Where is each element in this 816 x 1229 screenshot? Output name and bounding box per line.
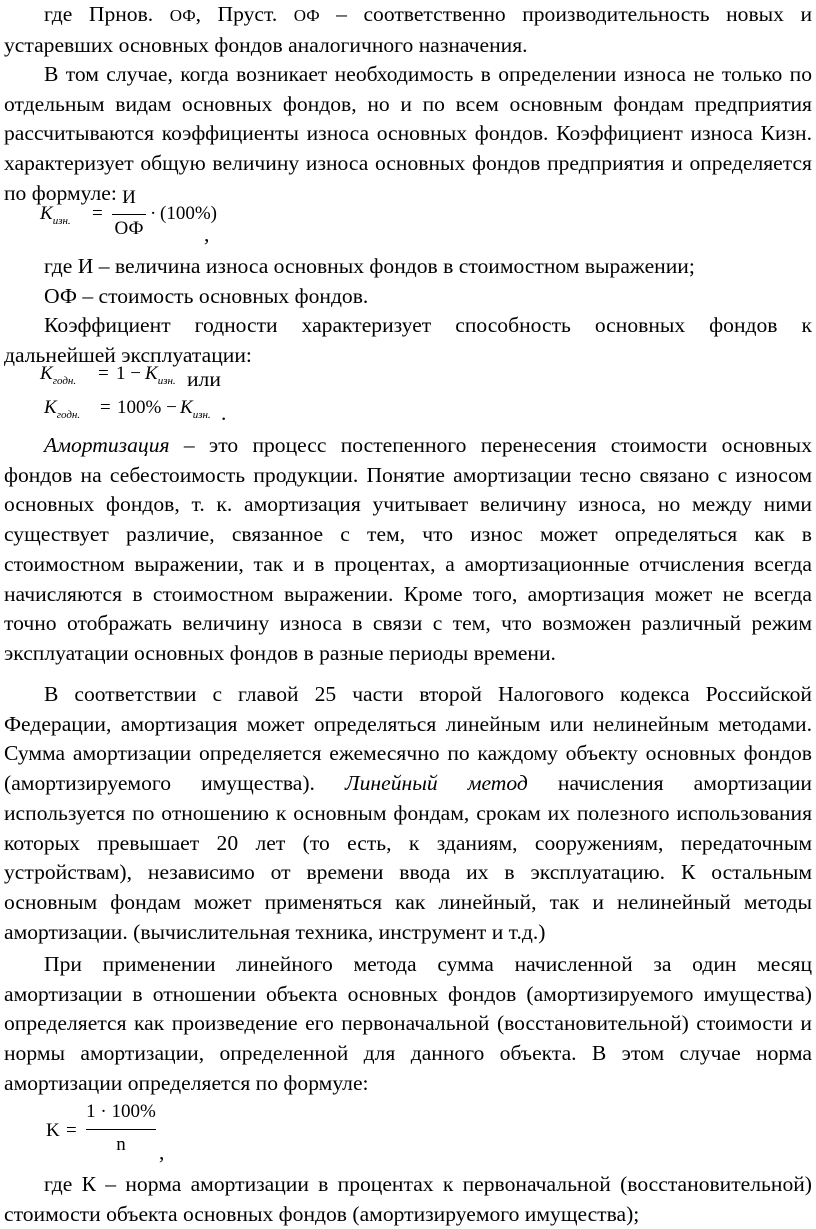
formula-k-wear (40, 203, 71, 225)
var-k: K (40, 363, 53, 384)
formula3-rhs: 100% − (117, 397, 177, 418)
var-k: K (180, 397, 193, 418)
formula3-k-wear (180, 397, 211, 419)
text-definition: – соответственно производительность новых и устаревших основных фондов аналогичного назначения. (4, 2, 812, 57)
formula2-k-wear (145, 363, 176, 385)
fraction-bar (112, 214, 146, 215)
sub-fitness: годн. (56, 409, 81, 421)
text-linear-method: начисления амортизации используется по отношению к основным фондам, срокам их полезного использования которых превышает 20 лет (то есть, к зданиям, сооружениям, передаточным устройствам), независимо от времени ввода их в эксплуатацию. К остальным основным фондам может применяться как линейный, так и нелинейный методы амортизации. (вычислительная техника, инструмент и т.д.) (4, 771, 812, 944)
equals-sign: = (92, 203, 103, 224)
fraction-numerator: 1 · 100% (86, 1101, 156, 1122)
text-or: или (187, 367, 221, 391)
text-wear-desc: характеризует общую величину износа основных фондов предприятия и определяется по формуле: (4, 151, 812, 205)
formula-percent: (100%) (160, 203, 217, 224)
var-k: K (145, 363, 158, 384)
var-k: K (44, 397, 57, 418)
paragraph-k-definition: где К – норма амортизации в процентах к первоначальной (восстановительной) стоимости объекта основных фондов (амортизируемого имущества); (4, 1172, 812, 1226)
var-k: K (40, 203, 53, 224)
paragraph-amortization (4, 431, 812, 669)
formula-period: . (221, 401, 227, 425)
sub-wear: изн. (192, 409, 211, 421)
formula2-rhs: 1 − (116, 363, 141, 384)
fraction-bar (86, 1129, 156, 1130)
paragraph-of-definition: ОФ – стоимость основных фондов. (44, 284, 369, 308)
formula-comma: , (159, 1140, 165, 1164)
equals-sign: = (66, 1120, 77, 1141)
paragraph-tax-code (4, 680, 812, 947)
equals-sign: = (98, 363, 109, 384)
symbol-of-new: ОФ (169, 6, 196, 25)
symbol-of-old: ОФ (293, 6, 320, 25)
symbol-pr-old: Пруст. (217, 2, 278, 26)
comma: , (195, 2, 202, 26)
sub-wear: изн. (157, 375, 176, 387)
paragraph-i-definition: где И – величина износа основных фондов в стоимостном выражении; (44, 254, 695, 278)
sub-fitness: годн. (52, 375, 77, 387)
sub-wear: изн. (52, 215, 71, 227)
var-k: K (46, 1120, 60, 1141)
formula-comma: , (204, 222, 210, 246)
text-wear-intro: В том случае, когда возникает необходимость в определении износа не только по отдельным видам основных фондов, но и по всем основным фондам предприятия рассчитываются коэффициенты износа основных фондов. Коэффициент износа (4, 62, 812, 146)
text-amortization: – это процесс постепенного перенесения стоимости основных фондов на себестоимость продукции. Понятие амортизации тесно связано с износом основных фондов, т. к. амортизация учитывает величину износа, но между ними существует различие, связанное с тем, что износ может определяться как в стоимостном выражении, так и в процентах, а амортизационные отчисления всегда начисляются в стоимостном выражении. Кроме того, амортизация может не всегда точно отображать величину износа в связи с тем, что возможен различный режим эксплуатации основных фондов в разные периоды времени. (4, 433, 812, 665)
text-where: где (44, 2, 73, 26)
fraction-denominator: ОФ (114, 218, 144, 239)
formula2-k-fitness (40, 363, 76, 385)
term-linear-method: Линейный метод (345, 771, 528, 796)
symbol-k-wear: Кизн. (760, 121, 812, 146)
equals-sign: = (100, 397, 111, 418)
term-amortization: Амортизация (44, 433, 170, 457)
formula3-k-fitness (44, 397, 80, 419)
paragraph-fitness-coefficient: Коэффициент годности характеризует способность основных фондов к дальнейшей эксплуатации: (4, 313, 812, 367)
fraction-denominator: n (116, 1134, 126, 1155)
paragraph-linear-calculation: При применении линейного метода сумма начисленной за один месяц амортизации в отношении объекта основных фондов (амортизируемого имущества) определяется как произведение его первоначальной (восстановительной) стоимости и нормы амортизации, определенной для данного объекта. В этом случае норма амортизации определяется по формуле: (4, 952, 812, 1095)
fraction-numerator: И (122, 187, 136, 208)
text-tax-code-intro: В соответствии с главой 25 части второй Налогового кодекса Российской Федерации, амортизация может определяться линейным или нелинейным методами. Сумма амортизации определяется ежемесячно по каждому объекту основных фондов (амортизируемого имущества). (4, 682, 812, 796)
multiply-dot: · (150, 203, 157, 224)
paragraph-productivity-definition (4, 0, 812, 60)
symbol-pr-new: Прнов. (88, 2, 154, 26)
